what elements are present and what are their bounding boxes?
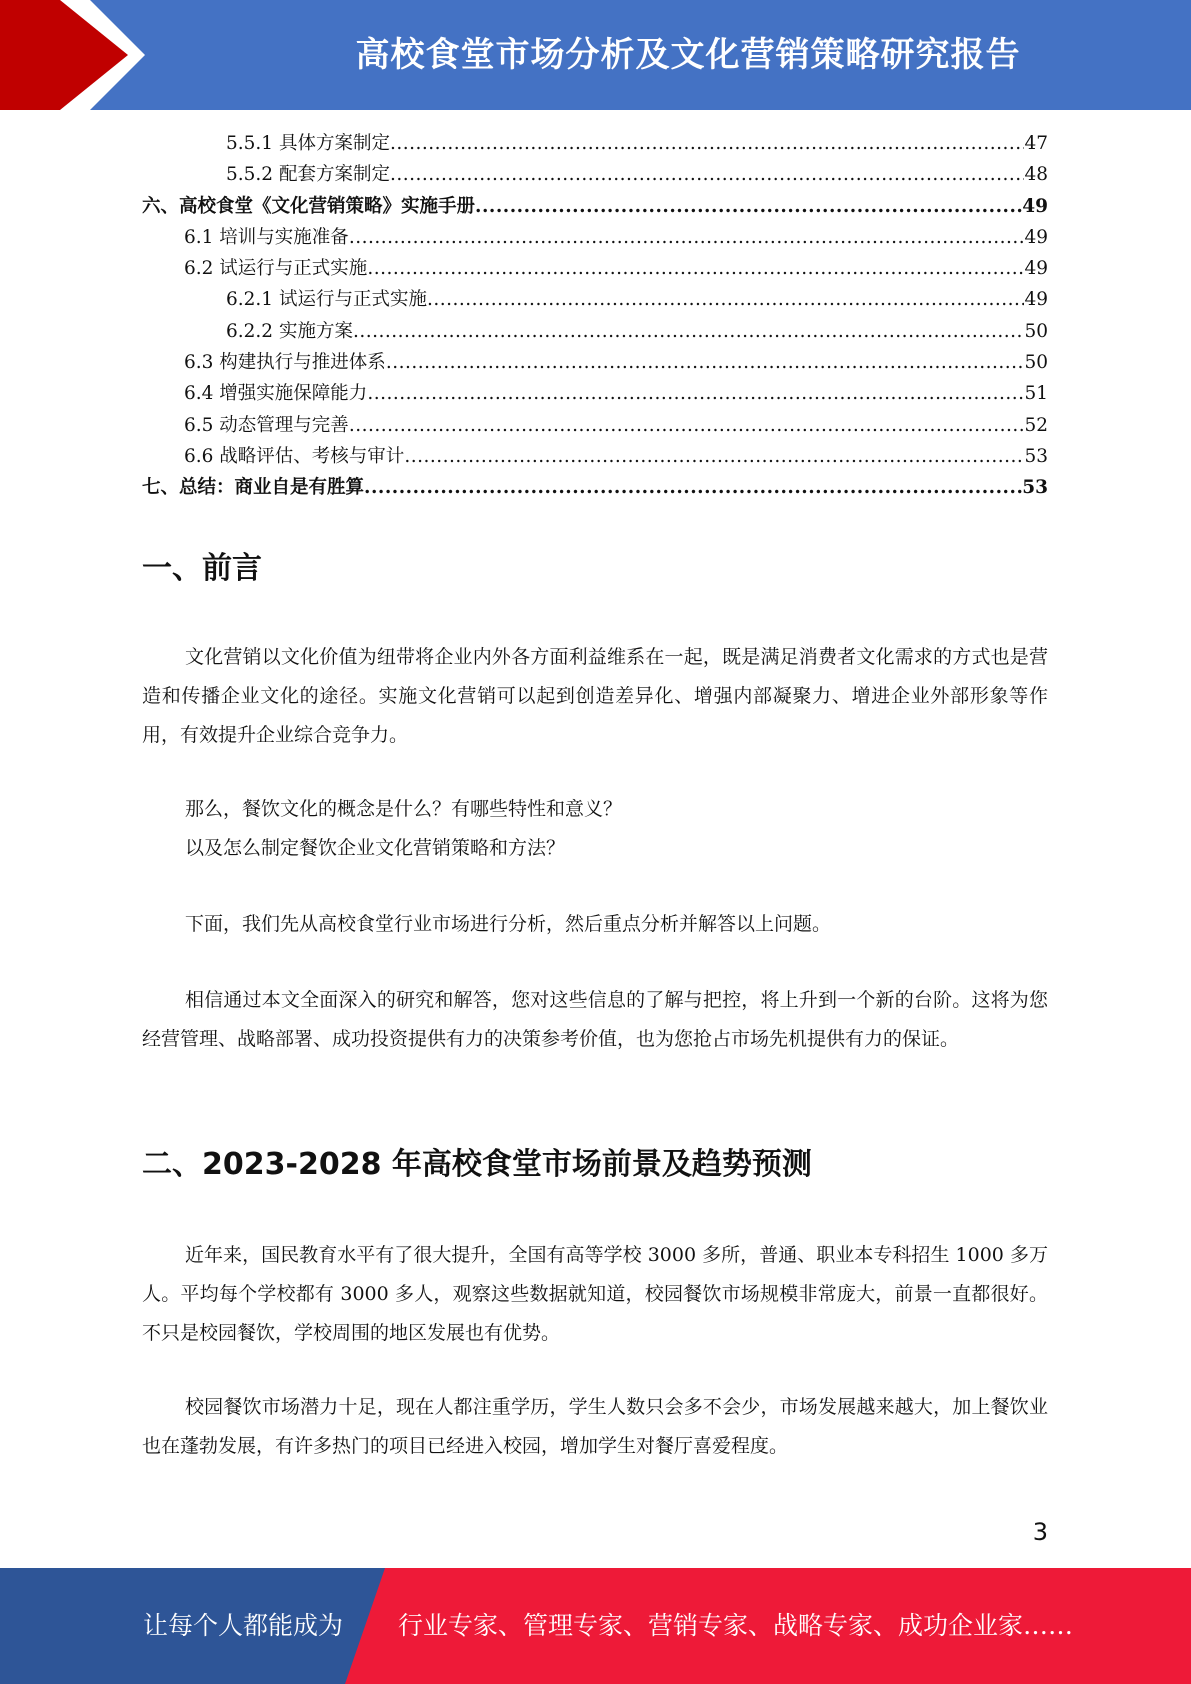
toc-entry[interactable]: 5.5.1 具体方案制定 ..... 47 <box>142 128 1048 159</box>
page-footer <box>0 1568 1191 1684</box>
toc-leader <box>349 222 1025 253</box>
toc-entry[interactable]: 6.2 试运行与正式实施 ..... 49 <box>142 253 1048 284</box>
page-number: 3 <box>1032 1518 1048 1546</box>
footer-slogan-left: 让每个人都能成为 <box>143 1611 344 1640</box>
forecast-paragraph: 近年来，国民教育水平有了很大提升，全国有高等学校 3000 多所，普通、职业本专科招生 1000 多万人。平均每个学校都有 3000 多人，观察这些数据就知道，校园餐饮市场规模非常庞大，前景一直都很好。不只是校园餐饮，学校周围的地区发展也有优势。 <box>142 1244 1048 1344</box>
toc-leader <box>353 316 1025 347</box>
toc-leader <box>364 472 1022 503</box>
report-title: 高校食堂市场分析及文化营销策略研究报告 <box>355 35 1021 75</box>
toc-entry[interactable]: 6.2.2 实施方案 ..... 50 <box>142 316 1048 347</box>
toc-entry[interactable]: 5.5.2 配套方案制定 ..... 48 <box>142 159 1048 190</box>
toc-entry[interactable]: 七、总结：商业自是有胜算 ..... 53 <box>142 472 1048 503</box>
section-heading-preface: 一、前言 <box>142 551 262 586</box>
section-heading-forecast: 二、2023-2028 年高校食堂市场前景及趋势预测 <box>142 1147 812 1182</box>
toc-entry[interactable]: 6.4 增强实施保障能力 ..... 51 <box>142 378 1048 409</box>
forecast-paragraph: 校园餐饮市场潜力十足，现在人都注重学历，学生人数只会多不会少，市场发展越来越大，加上餐饮业也在蓬勃发展，有许多热门的项目已经进入校园，增加学生对餐厅喜爱程度。 <box>142 1396 1048 1457</box>
toc-leader <box>386 347 1025 378</box>
preface-question: 那么，餐饮文化的概念是什么？有哪些特性和意义？ <box>185 798 623 820</box>
header-arrow-decoration <box>0 0 160 110</box>
toc-entry[interactable]: 6.2.1 试运行与正式实施 ..... 49 <box>142 284 1048 315</box>
toc-leader <box>475 191 1022 222</box>
table-of-contents <box>142 128 1048 504</box>
toc-entry[interactable]: 6.6 战略评估、考核与审计 ..... 53 <box>142 441 1048 472</box>
toc-leader <box>404 441 1024 472</box>
footer-slogan-right: 行业专家、管理专家、营销专家、战略专家、成功企业家…… <box>398 1611 1074 1640</box>
toc-entry[interactable]: 六、高校食堂《文化营销策略》实施手册 ..... 49 <box>142 191 1048 222</box>
toc-leader <box>367 253 1024 284</box>
toc-leader <box>427 284 1024 315</box>
toc-entry[interactable]: 6.1 培训与实施准备 ..... 49 <box>142 222 1048 253</box>
toc-leader <box>390 159 1024 190</box>
toc-leader <box>390 128 1024 159</box>
toc-leader <box>349 410 1025 441</box>
preface-question: 以及怎么制定餐饮企业文化营销策略和方法？ <box>185 837 566 859</box>
preface-paragraph: 相信通过本文全面深入的研究和解答，您对这些信息的了解与把控，将上升到一个新的台阶。这将为您经营管理、战略部署、成功投资提供有力的决策参考价值，也为您抢占市场先机提供有力的保证。 <box>142 989 1048 1050</box>
toc-entry[interactable]: 6.5 动态管理与完善 ..... 52 <box>142 410 1048 441</box>
toc-leader <box>367 378 1024 409</box>
preface-paragraph: 文化营销以文化价值为纽带将企业内外各方面利益维系在一起，既是满足消费者文化需求的方式也是营造和传播企业文化的途径。实施文化营销可以起到创造差异化、增强内部凝聚力、增进企业外部形象等作用，有效提升企业综合竞争力。 <box>142 646 1048 746</box>
page-header <box>0 0 1191 110</box>
toc-entry[interactable]: 6.3 构建执行与推进体系 ..... 50 <box>142 347 1048 378</box>
preface-paragraph: 下面，我们先从高校食堂行业市场进行分析，然后重点分析并解答以上问题。 <box>185 913 832 935</box>
